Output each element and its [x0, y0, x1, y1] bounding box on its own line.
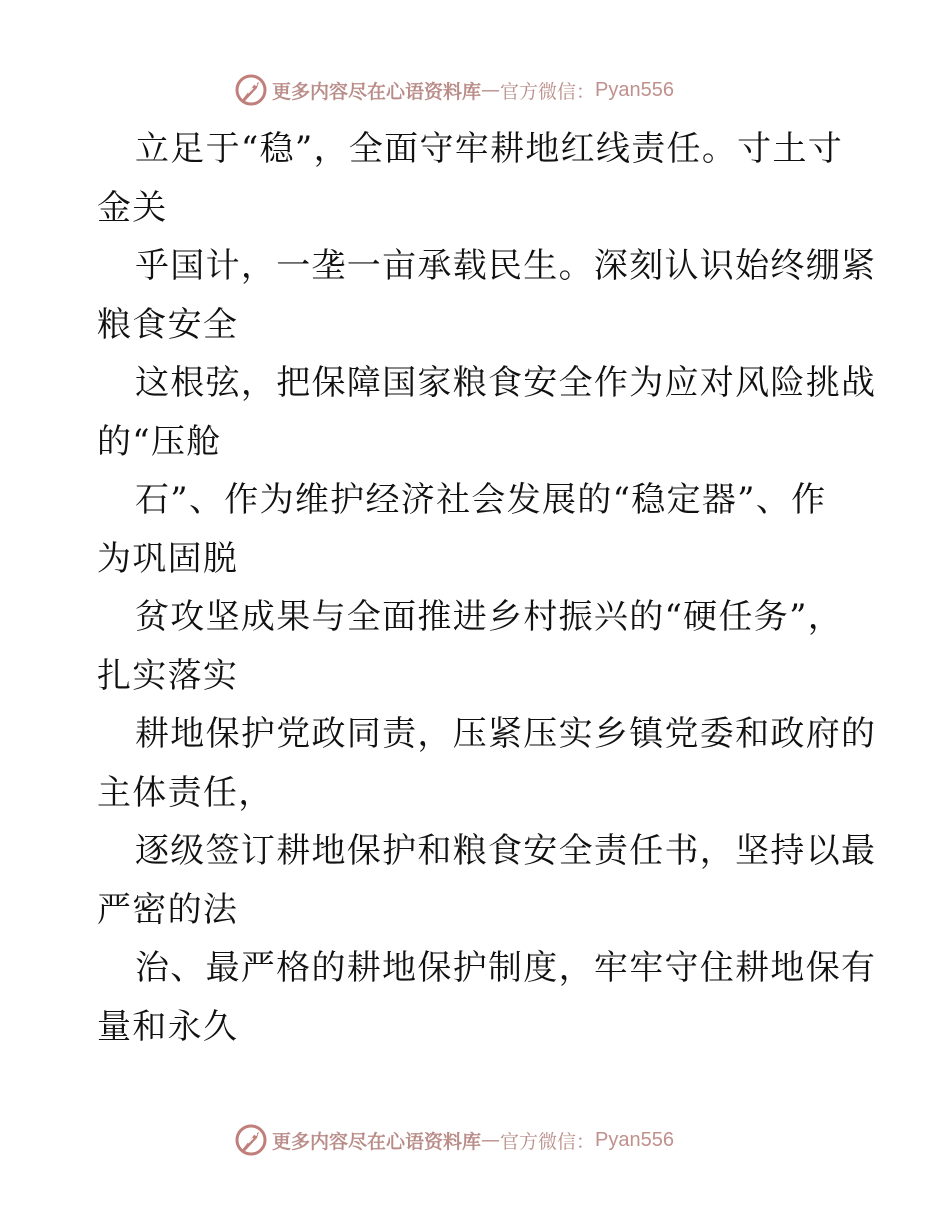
text-line: 耕地保护党政同责，压紧压实乡镇党委和政府的	[135, 714, 877, 754]
text-line: 石”、作为维护经济社会发展的“稳定器”、作	[135, 480, 827, 520]
banner-wechat-label: 官方微信：	[500, 1130, 596, 1153]
text-line: 金关	[97, 187, 168, 228]
banner-label: 更多内容尽在心语资料库	[272, 80, 482, 103]
text-line: 治、最严格的耕地保护制度，牢牢守住耕地保有	[135, 948, 877, 988]
pen-nib-logo-icon	[234, 1123, 268, 1157]
text-line: 粮食安全	[97, 304, 239, 345]
header-watermark	[234, 72, 674, 108]
text-line: 的“压舱	[97, 421, 222, 462]
text-line: 贫攻坚成果与全面推进乡村振兴的“硬任务”，	[135, 597, 844, 637]
text-line: 量和永久	[97, 1006, 239, 1047]
text-line: 严密的法	[97, 889, 239, 930]
text-line: 这根弦，把保障国家粮食安全作为应对风险挑战	[135, 363, 877, 403]
banner-wechat-label: 官方微信：	[500, 80, 596, 103]
text-line: 主体责任，	[97, 772, 274, 813]
text-line: 逐级签订耕地保护和粮食安全责任书，坚持以最	[135, 831, 877, 871]
body-text	[97, 120, 877, 1056]
text-line: 为巩固脱	[97, 538, 239, 579]
banner-wechat-id: Pyan556	[595, 1128, 674, 1151]
text-line: 扎实落实	[97, 655, 239, 696]
text-line: 立足于“稳”，全面守牢耕地红线责任。寸土寸	[135, 129, 844, 169]
banner-wechat-id: Pyan556	[595, 78, 674, 101]
pen-nib-logo-icon	[234, 73, 268, 107]
banner-dash: —	[481, 1129, 501, 1151]
text-line: 乎国计，一垄一亩承载民生。深刻认识始终绷紧	[135, 246, 877, 286]
banner-label: 更多内容尽在心语资料库	[272, 1130, 482, 1153]
banner-dash: —	[481, 79, 501, 101]
footer-watermark	[234, 1122, 674, 1158]
